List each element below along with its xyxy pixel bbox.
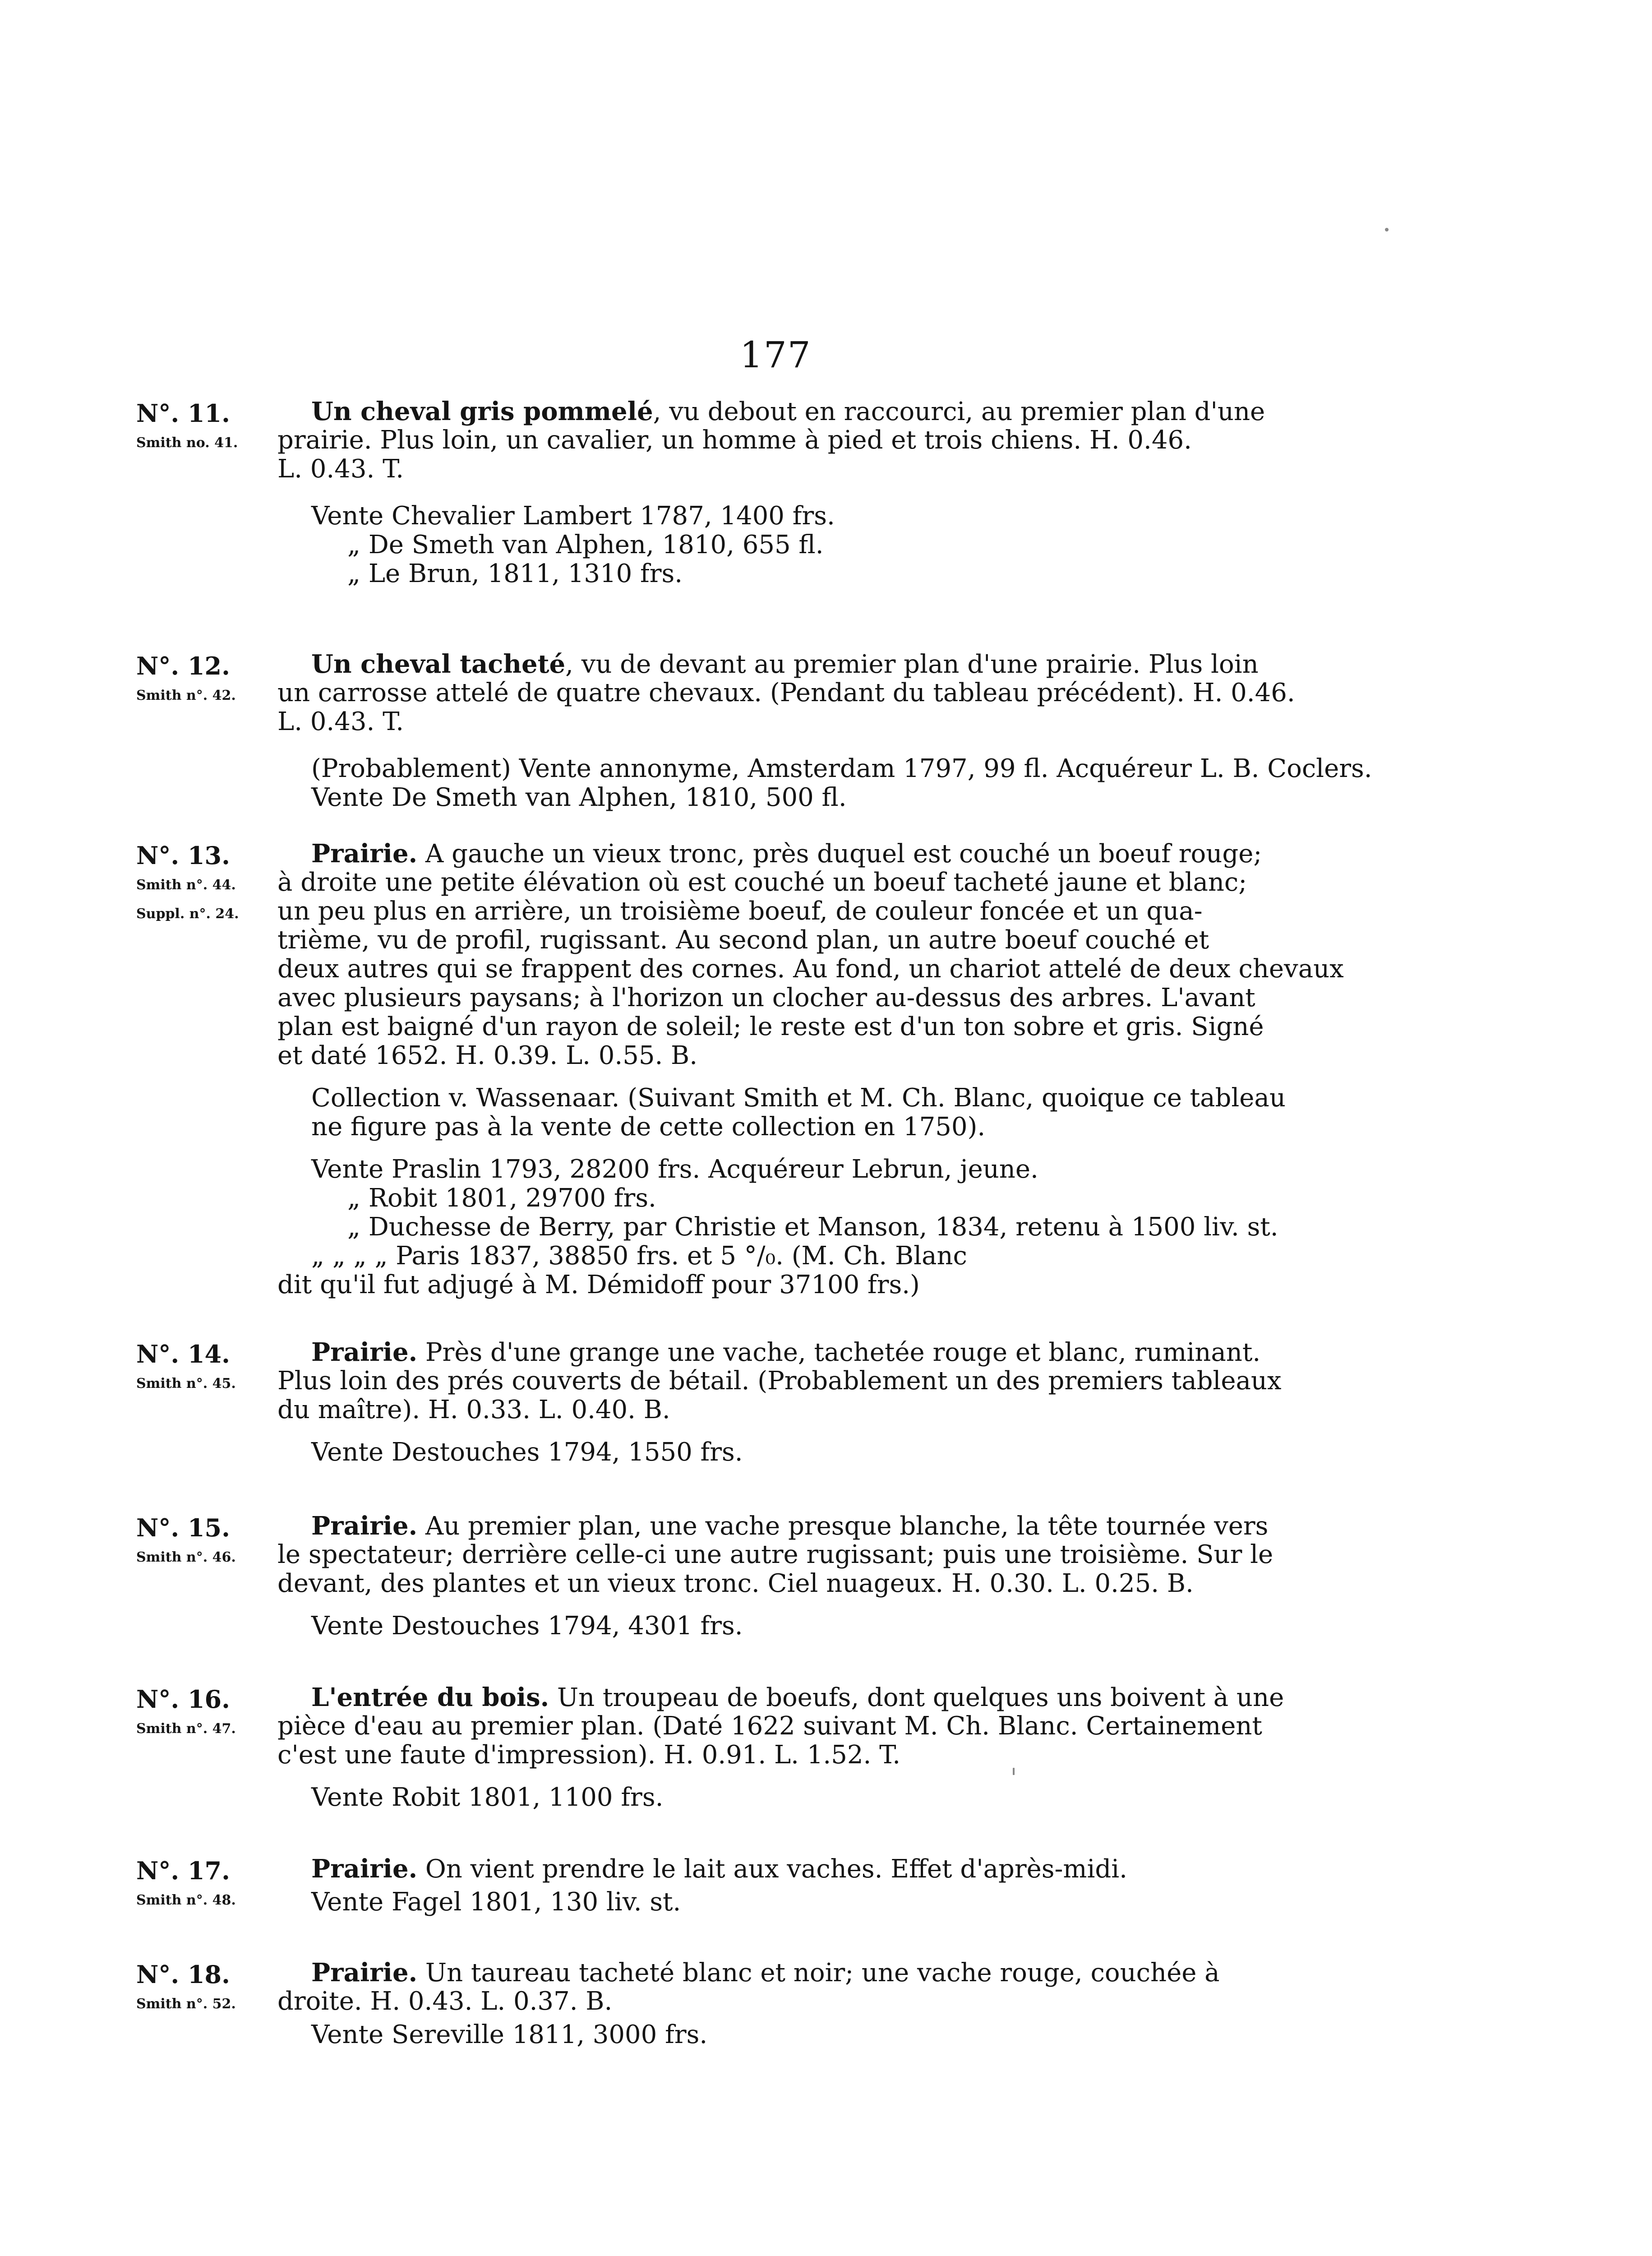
entry-line: [277, 1396, 670, 1424]
entry-line: [311, 1113, 985, 1142]
smith-reference: Smith n°. 42.: [136, 688, 236, 703]
entry-text: Vente Destouches 1794, 1550 frs.: [311, 1438, 743, 1467]
entry-text: Vente Praslin 1793, 28200 frs. Acquéreur Lebrun, jeune.: [311, 1155, 1038, 1184]
entry-line: [277, 1987, 612, 2016]
entry-line: [277, 955, 1344, 984]
entry-line: [311, 1958, 1220, 1988]
entry-text: Vente De Smeth van Alphen, 1810, 500 fl.: [311, 783, 847, 812]
entry-text: trième, vu de profil, rugissant. Au second plan, un autre boeuf couché et: [277, 925, 1209, 955]
supplement-reference: Suppl. n°. 24.: [136, 906, 239, 922]
smith-reference: Smith n°. 47.: [136, 1721, 236, 1737]
entry-line: [277, 1569, 1194, 1598]
entry-text: deux autres qui se frappent des cornes. Au fond, un chariot attelé de deux chevaux: [277, 954, 1344, 984]
entry-line: [311, 397, 1265, 426]
entry-text: (Probablement) Vente annonyme, Amsterdam 1797, 99 fl. Acquéreur L. B. Coclers.: [311, 754, 1372, 783]
entry-line: [277, 679, 1295, 707]
entry-number: N°. 18.: [136, 1960, 230, 1989]
entry-text: , vu debout en raccourci, au premier plan d'une: [653, 397, 1265, 426]
entry-line: [311, 1338, 1260, 1367]
entry-line: [277, 926, 1209, 955]
entry-line: [277, 455, 404, 484]
entry-number: N°. 14.: [136, 1340, 230, 1368]
entry-text: et daté 1652. H. 0.39. L. 0.55. B.: [277, 1041, 697, 1070]
entry-title: Prairie.: [311, 1511, 418, 1541]
margin-speck: [1013, 1768, 1015, 1775]
page-number: 177: [740, 334, 812, 376]
entry-line: [311, 1084, 1286, 1113]
entry-text: „ Robit 1801, 29700 frs.: [347, 1183, 656, 1213]
entry-text: „ „ „ „ Paris 1837, 38850 frs. et 5 °/₀. (M. Ch. Blanc: [311, 1241, 967, 1271]
entry-text: Collection v. Wassenaar. (Suivant Smith et M. Ch. Blanc, quoique ce tableau: [311, 1083, 1286, 1113]
entry-line: [311, 502, 835, 531]
entry-text: à droite une petite élévation où est couché un boeuf tacheté jaune et blanc;: [277, 868, 1247, 897]
entry-line: [277, 707, 404, 736]
entry-text: droite. H. 0.43. L. 0.37. B.: [277, 1987, 613, 2016]
entry-text: du maître). H. 0.33. L. 0.40. B.: [277, 1395, 670, 1424]
entry-line: [311, 783, 847, 812]
entry-title: Prairie.: [311, 1337, 418, 1367]
entry-text: un carrosse attelé de quatre chevaux. (Pendant du tableau précédent). H. 0.46.: [277, 678, 1295, 707]
entry-line: [311, 754, 1372, 783]
entry-line: [277, 1271, 920, 1299]
entry-line: [347, 531, 824, 559]
entry-text: devant, des plantes et un vieux tronc. Ciel nuageux. H. 0.30. L. 0.25. B.: [277, 1569, 1194, 1598]
entry-text: prairie. Plus loin, un cavalier, un homme à pied et trois chiens. H. 0.46.: [277, 425, 1192, 455]
entry-text: Vente Destouches 1794, 4301 frs.: [311, 1611, 743, 1641]
entry-text: „ Duchesse de Berry, par Christie et Manson, 1834, retenu à 1500 liv. st.: [347, 1212, 1278, 1242]
entry-title: Prairie.: [311, 1958, 418, 1988]
entry-line: [277, 984, 1255, 1012]
entry-line: [277, 1540, 1273, 1569]
entry-title: L'entrée du bois.: [311, 1683, 549, 1712]
entry-line: [277, 897, 1203, 926]
entry-text: , vu de devant au premier plan d'une prairie. Plus loin: [565, 650, 1259, 679]
entry-text: Au premier plan, une vache presque blanche, la tête tournée vers: [417, 1512, 1269, 1541]
entry-text: Vente Chevalier Lambert 1787, 1400 frs.: [311, 501, 835, 531]
entry-line: [311, 650, 1259, 679]
entry-line: [311, 1242, 967, 1271]
entry-line: [277, 1367, 1282, 1396]
entry-text: c'est une faute d'impression). H. 0.91. L. 1.52. T.: [277, 1740, 900, 1770]
entry-number: N°. 15.: [136, 1513, 230, 1542]
entry-number: N°. 16.: [136, 1685, 230, 1714]
entry-line: [347, 1184, 656, 1213]
entry-text: A gauche un vieux tronc, près duquel est couché un boeuf rouge;: [417, 839, 1262, 869]
entry-line: [311, 839, 1262, 869]
entry-line: [277, 1712, 1262, 1741]
entry-text: un peu plus en arrière, un troisième boeuf, de couleur foncée et un qua-: [277, 897, 1203, 926]
entry-text: pièce d'eau au premier plan. (Daté 1622 suivant M. Ch. Blanc. Certainement: [277, 1711, 1262, 1741]
entry-text: „ Le Brun, 1811, 1310 frs.: [347, 559, 683, 588]
entry-text: le spectateur; derrière celle-ci une autre rugissant; puis une troisième. Sur le: [277, 1540, 1274, 1569]
entry-line: [311, 1612, 743, 1641]
entry-number: N°. 13.: [136, 841, 230, 870]
entry-text: Vente Fagel 1801, 130 liv. st.: [311, 1887, 681, 1917]
entry-text: Près d'une grange une vache, tachetée rouge et blanc, ruminant.: [417, 1338, 1261, 1367]
entry-line: [311, 1155, 1038, 1184]
entry-line: [311, 2020, 707, 2049]
smith-reference: Smith n°. 45.: [136, 1376, 236, 1392]
entry-line: [277, 1012, 1264, 1041]
entry-title: Prairie.: [311, 839, 418, 869]
entry-number: N°. 11.: [136, 399, 230, 428]
entry-text: Plus loin des prés couverts de bétail. (Probablement un des premiers tableaux: [277, 1366, 1282, 1396]
entry-text: „ De Smeth van Alphen, 1810, 655 fl.: [347, 530, 824, 559]
entry-line: [277, 868, 1247, 897]
entry-line: [311, 1888, 681, 1917]
entry-text: On vient prendre le lait aux vaches. Effet d'après-midi.: [417, 1854, 1127, 1884]
entry-line: [311, 1512, 1268, 1541]
smith-reference: Smith n°. 44.: [136, 877, 236, 893]
entry-line: [347, 1213, 1278, 1242]
entry-text: avec plusieurs paysans; à l'horizon un clocher au-dessus des arbres. L'avant: [277, 983, 1255, 1012]
entry-line: [311, 1683, 1284, 1712]
entry-line: [277, 1041, 697, 1070]
entry-line: [311, 1438, 743, 1467]
margin-speck: [1385, 228, 1389, 231]
entry-line: [347, 559, 683, 588]
smith-reference: Smith n°. 46.: [136, 1549, 236, 1565]
smith-reference: Smith n°. 52.: [136, 1996, 236, 2012]
entry-text: Vente Sereville 1811, 3000 frs.: [311, 2020, 708, 2049]
entry-line: [311, 1783, 663, 1812]
entry-line: [277, 426, 1192, 455]
entry-text: dit qu'il fut adjugé à M. Démidoff pour 37100 frs.): [277, 1270, 920, 1299]
entry-text: Un troupeau de boeufs, dont quelques uns boivent à une: [549, 1683, 1284, 1712]
entry-text: plan est baigné d'un rayon de soleil; le reste est d'un ton sobre et gris. Signé: [277, 1012, 1264, 1041]
entry-line: [311, 1854, 1127, 1884]
entry-number: N°. 12.: [136, 652, 230, 680]
smith-reference: Smith n°. 48.: [136, 1892, 236, 1908]
entry-text: L. 0.43. T.: [277, 454, 404, 484]
entry-title: Un cheval tacheté: [311, 649, 566, 679]
entry-line: [277, 1741, 900, 1770]
entry-text: Vente Robit 1801, 1100 frs.: [311, 1783, 664, 1812]
entry-text: ne figure pas à la vente de cette collection en 1750).: [311, 1112, 986, 1142]
entry-title: Un cheval gris pommelé: [311, 397, 653, 426]
entry-title: Prairie.: [311, 1854, 418, 1884]
smith-reference: Smith no. 41.: [136, 435, 238, 451]
entry-text: L. 0.43. T.: [277, 707, 404, 736]
entry-number: N°. 17.: [136, 1856, 230, 1885]
entry-text: Un taureau tacheté blanc et noir; une vache rouge, couchée à: [417, 1958, 1220, 1988]
